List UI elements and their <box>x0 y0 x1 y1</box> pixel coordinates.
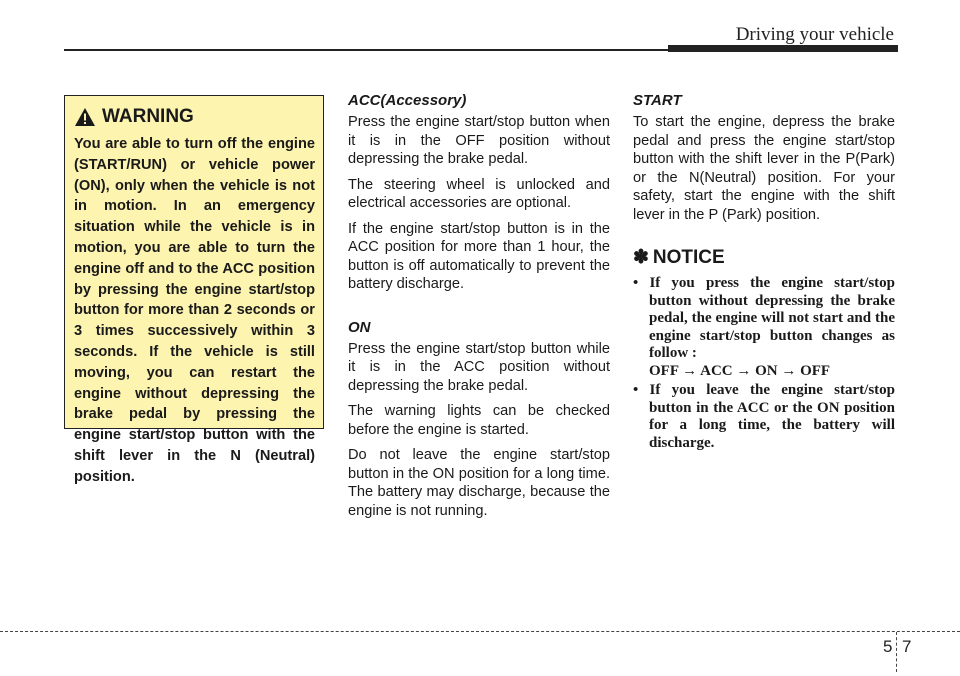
page-number: 7 <box>902 637 912 656</box>
notice-sequence: OFF → ACC → ON → OFF <box>649 362 831 379</box>
notice-bullet: • <box>633 275 639 291</box>
chapter-number: 5 <box>883 637 893 656</box>
on-paragraph-3: Do not leave the engine start/stop button in the ON position for a long time. The battery may discharge, because the engine is not running. <box>348 447 610 519</box>
notice-title: NOTICE <box>652 246 725 268</box>
acc-paragraph-3: If the engine start/stop button is in the ACC position for more than 1 hour, the button is off automatically to prevent the battery discharge. <box>348 220 610 292</box>
warning-box <box>64 95 324 485</box>
notice-item-text: If you press the engine start/stop button without depressing the brake pedal, the engine will not start and the engine start/stop button changes as follow : <box>649 275 895 361</box>
start-paragraph-1: To start the engine, depress the brake pedal and press the engine start/stop button with the shift lever in the P(Park) or the N(Neutral) position. For your safety, start the engine with the shift lever in the P (Park) position. <box>633 114 895 223</box>
right-column <box>633 92 895 454</box>
on-heading: ON <box>348 318 371 336</box>
acc-paragraph-2: The steering wheel is unlocked and electrical accessories are optional. <box>348 176 610 211</box>
warning-triangle-icon <box>74 107 96 127</box>
notice-item-text: If you leave the engine start/stop button in the ACC or the ON position for a long time, the battery will discharge. <box>649 382 895 451</box>
notice-star-icon: ✽ <box>633 247 649 268</box>
notice-list <box>633 275 895 452</box>
footer-rule <box>0 631 960 632</box>
acc-paragraph-1: Press the engine start/stop button when it is in the OFF position without depressing the brake pedal. <box>348 114 610 167</box>
page-header-title: Driving your vehicle <box>735 24 894 45</box>
header-bar <box>668 45 898 52</box>
middle-column <box>348 92 610 527</box>
page-number-separator <box>896 632 897 672</box>
on-paragraph-2: The warning lights can be checked before the engine is started. <box>348 403 610 438</box>
warning-body: You are able to turn off the engine (START/RUN) or vehicle power (ON), only when the vehicle is not in motion. In an emergency situation while the vehicle is in motion, you are able to turn the engine off and to the ACC position by pressing the engine start/stop button for more than 2 seconds or 3 times successively within 3 seconds. If the vehicle is still moving, you can restart the engine without depressing the brake pedal by pressing the engine start/stop button with the shift lever in the N (Neutral) position. <box>74 136 315 485</box>
notice-item <box>633 275 895 380</box>
warning-header <box>74 106 315 128</box>
acc-heading: ACC(Accessory) <box>348 92 467 109</box>
notice-heading <box>633 246 895 269</box>
section-gap <box>348 301 610 319</box>
notice-item <box>633 382 895 452</box>
header-rule <box>64 49 668 51</box>
on-paragraph-1: Press the engine start/stop button while it is in the ACC position without depressing the brake pedal. <box>348 340 610 394</box>
notice-bullet: • <box>633 382 639 398</box>
warning-title: WARNING <box>102 106 194 127</box>
start-heading: START <box>633 92 682 109</box>
